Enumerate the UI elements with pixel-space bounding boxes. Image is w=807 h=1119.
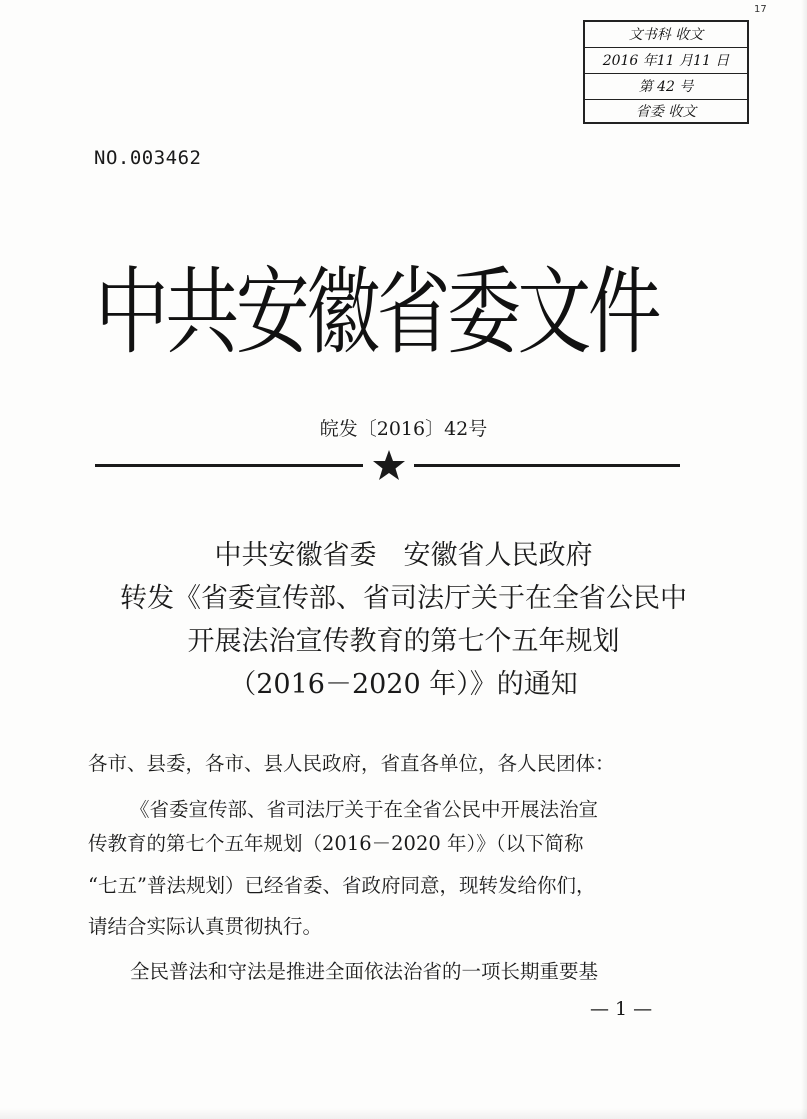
stamp-department: 文书科 收文: [585, 22, 747, 48]
title-line: 中共安徽省委 安徽省人民政府: [214, 540, 593, 571]
document-issue-code: 皖发〔2016〕42号: [319, 418, 488, 440]
stamp-receiver: 省委 收文: [635, 104, 697, 120]
red-header-divider-right: [414, 464, 680, 467]
body-paragraph-line: 传教育的第七个五年规划（2016－2020 年）》（以下简称: [88, 832, 584, 855]
document-masthead: 中共安徽省委文件: [95, 257, 659, 367]
body-paragraph-line: “七五”普法规划）已经省委、省政府同意，现转发给你们，: [88, 874, 596, 897]
title-line: （2016－2020 年）》的通知: [229, 669, 578, 700]
body-paragraph-line: 请结合实际认真贯彻执行。: [88, 915, 323, 938]
document-serial-number: NO.003462: [94, 147, 202, 169]
star-icon: [372, 448, 406, 482]
page-number: — 1 —: [590, 998, 653, 1020]
stamp-date: 2016 年11 月11 日: [585, 48, 747, 74]
document-title: [0, 534, 807, 706]
body-paragraph-line: 全民普法和守法是推进全面依法治省的一项长期重要基: [130, 960, 599, 983]
stamp-serial-number: 第 42 号: [585, 74, 747, 100]
red-header-divider-left: [95, 464, 363, 467]
addressee-line: 各市、县委，各市、县人民政府，省直各单位，各人民团体：: [88, 752, 615, 775]
title-line: 转发《省委宣传部、省司法厅关于在全省公民中: [120, 583, 687, 614]
title-line: 开展法治宣传教育的第七个五年规划: [187, 626, 620, 657]
receipt-stamp: [583, 20, 749, 124]
scan-bottom-edge: [0, 1108, 807, 1119]
body-paragraph-line: 《省委宣传部、省司法厅关于在全省公民中开展法治宣: [130, 798, 599, 821]
corner-mark: 17: [754, 4, 767, 15]
